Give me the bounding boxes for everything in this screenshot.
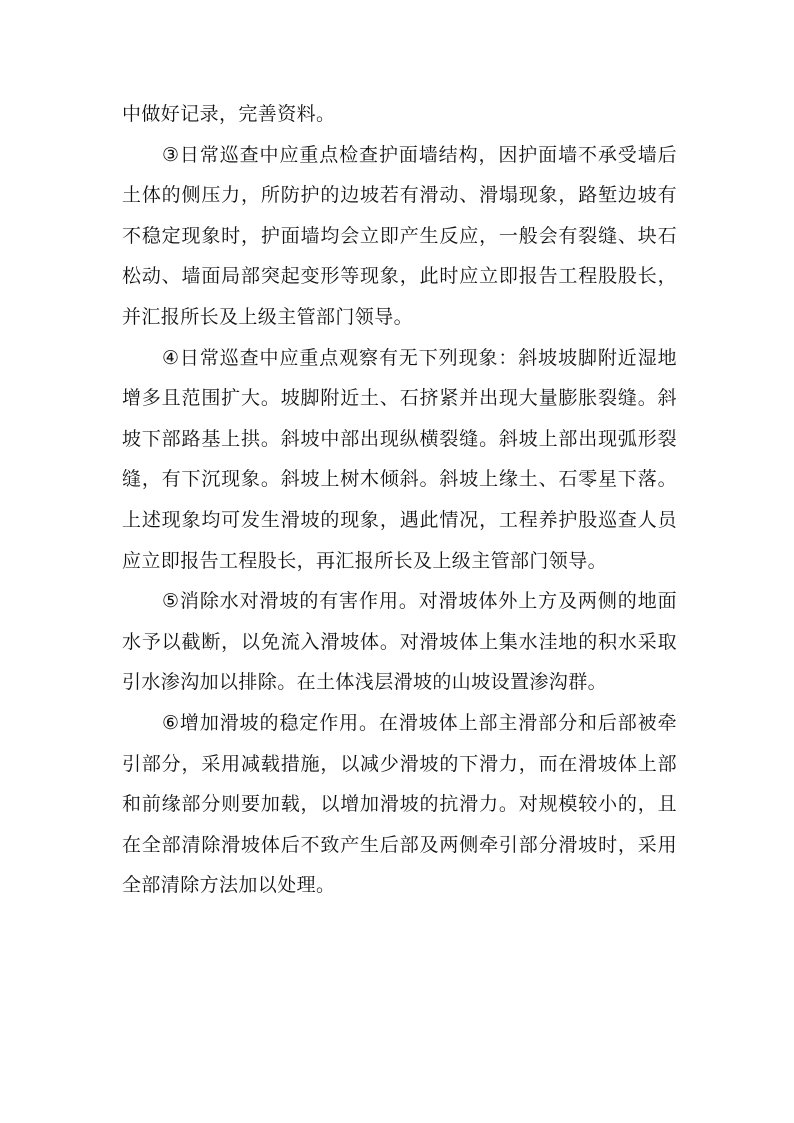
paragraph-continuation: 中做好记录，完善资料。 — [122, 103, 336, 125]
paragraph-item-4: ④日常巡查中应重点观察有无下列现象：斜坡坡脚附近湿地增多且范围扩大。坡脚附近土、石挤紧并出现大量膨胀裂缝。斜坡下部路基上拱。斜坡中部出现纵横裂缝。斜坡上部出现弧形裂缝，有下沉现象。斜坡上树木倾斜。斜坡上缘土、石零星下落。上述现象均可发生滑坡的现象，遇此情况，工程养护股巡查人员应立即报告工程股长，再汇报所长及上级主管部门领导。 — [122, 346, 677, 572]
document-body — [122, 94, 677, 906]
paragraph-item-5: ⑤消除水对滑坡的有害作用。对滑坡体外上方及两侧的地面水予以截断，以免流入滑坡体。对滑坡体上集水洼地的积水采取引水渗沟加以排除。在土体浅层滑坡的山坡设置渗沟群。 — [122, 590, 677, 694]
paragraph-item-3: ③日常巡查中应重点检查护面墙结构，因护面墙不承受墙后土体的侧压力，所防护的边坡若有滑动、滑塌现象，路堑边坡有不稳定现象时，护面墙均会立即产生反应，一般会有裂缝、块石松动、墙面局部突起变形等现象，此时应立即报告工程股股长，并汇报所长及上级主管部门领导。 — [122, 143, 677, 328]
paragraph-item-6: ⑥增加滑坡的稳定作用。在滑坡体上部主滑部分和后部被牵引部分，采用减载措施，以减少滑坡的下滑力，而在滑坡体上部和前缘部分则要加载，以增加滑坡的抗滑力。对规模较小的，且在全部清除滑坡体后不致产生后部及两侧牵引部分滑坡时，采用全部清除方法加以处理。 — [122, 711, 677, 897]
